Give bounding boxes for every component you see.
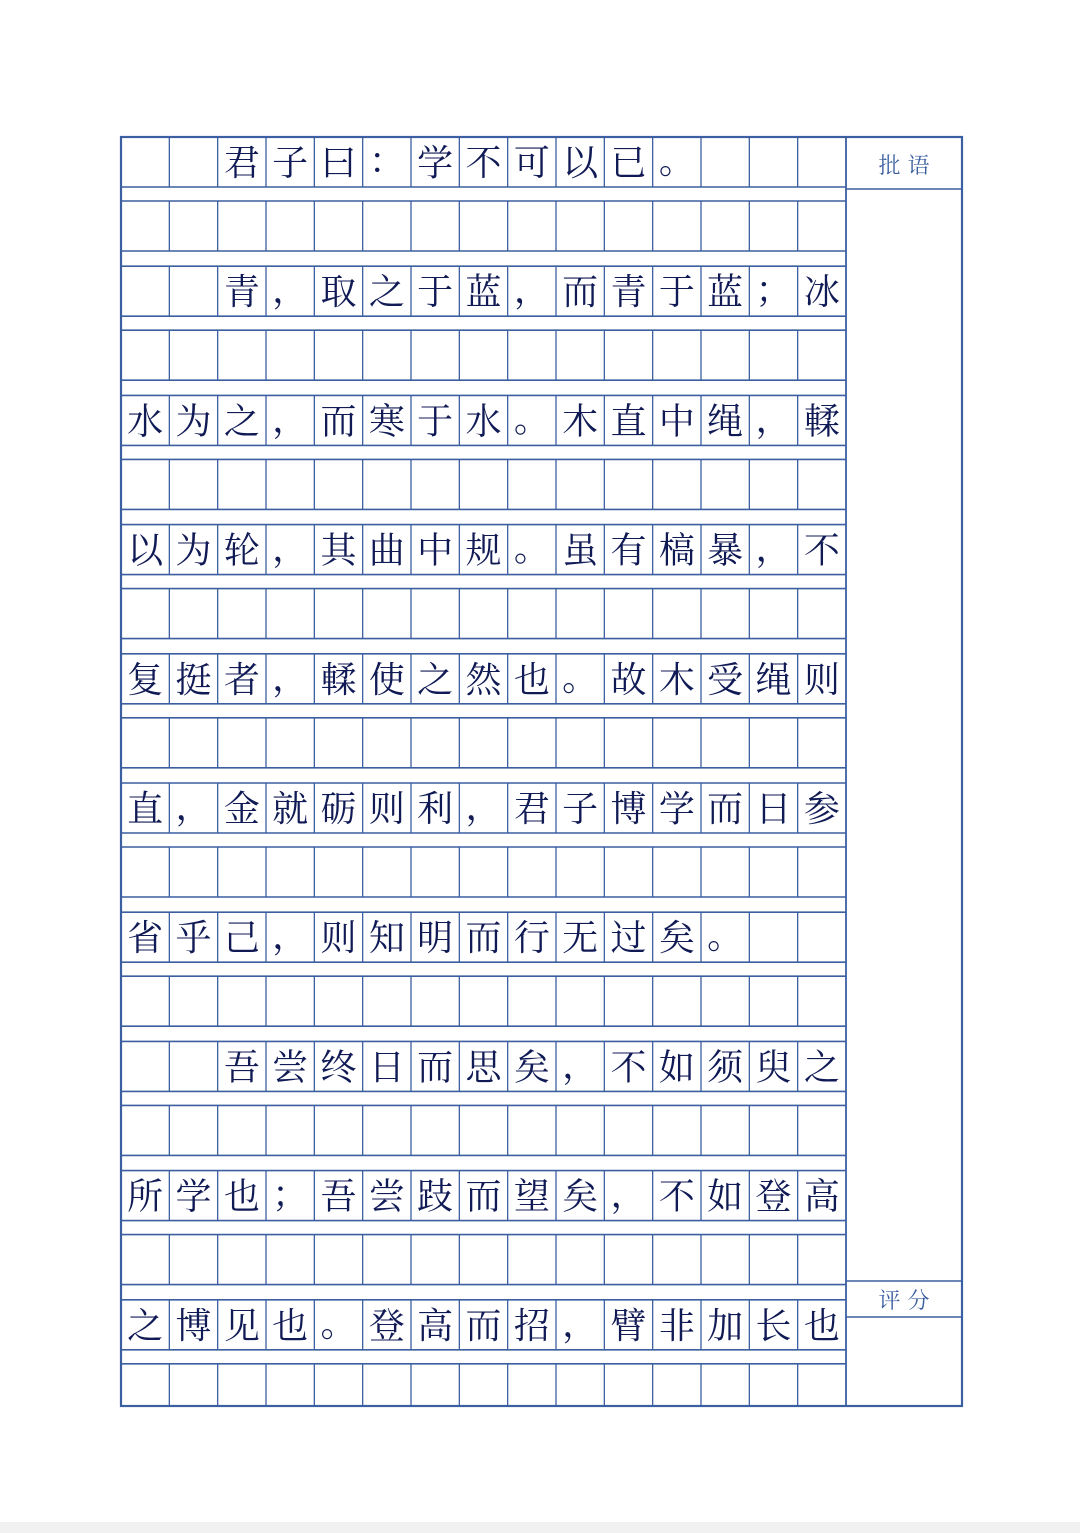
grid-character: 望 xyxy=(513,1176,550,1218)
grid-character: 者 xyxy=(223,659,260,701)
grid-character: 受 xyxy=(707,659,744,701)
grid-character: ， xyxy=(272,916,309,958)
grid-character: 复 xyxy=(127,659,164,701)
grid-character: 轮 xyxy=(223,530,260,572)
grid-character: 直 xyxy=(127,789,164,830)
panel-comments-label: 批 语 xyxy=(878,154,930,179)
grid-character: 矣 xyxy=(513,1047,550,1089)
grid-character: 见 xyxy=(223,1305,260,1347)
grid-character: 吾 xyxy=(223,1047,260,1089)
grid-character: 而 xyxy=(465,918,502,960)
grid-character: 知 xyxy=(368,918,405,960)
grid-character: 之 xyxy=(803,1047,840,1089)
grid-character: 已 xyxy=(610,143,647,184)
grid-character: 之 xyxy=(223,401,260,443)
grid-character: 而 xyxy=(465,1176,502,1218)
grid-character: 于 xyxy=(417,401,454,443)
grid-character: ， xyxy=(755,399,792,441)
grid-character: 非 xyxy=(658,1305,695,1347)
grid-character: 加 xyxy=(707,1305,744,1347)
grid-character: 不 xyxy=(465,143,502,184)
grid-character: 君 xyxy=(223,143,260,184)
grid-character: 高 xyxy=(417,1305,454,1347)
grid-character: ， xyxy=(465,787,502,828)
grid-character: 终 xyxy=(320,1047,357,1089)
grid-character: ： xyxy=(368,141,405,182)
grid-character: ， xyxy=(272,657,309,699)
grid-character: 尝 xyxy=(368,1176,405,1218)
grid-character: 博 xyxy=(610,789,647,830)
grid-character: 曲 xyxy=(368,530,405,572)
grid-character: 。 xyxy=(658,141,695,182)
grid-character: 子 xyxy=(272,143,309,184)
grid-character: 木 xyxy=(562,401,599,443)
grid-character: 日 xyxy=(755,789,792,830)
grid-character: 而 xyxy=(707,789,744,830)
grid-character: 尝 xyxy=(272,1047,309,1089)
grid-character: ， xyxy=(272,528,309,570)
grid-character: 而 xyxy=(465,1305,502,1347)
grid-character: 登 xyxy=(755,1176,792,1218)
grid-character: 水 xyxy=(127,401,164,443)
grid-character: 跂 xyxy=(417,1176,454,1218)
grid-character: 使 xyxy=(368,659,405,701)
grid-character: ， xyxy=(610,1174,647,1216)
grid-character: 。 xyxy=(562,657,599,699)
grid-character: 以 xyxy=(127,530,164,572)
grid-character: 如 xyxy=(707,1176,744,1218)
grid-character: 不 xyxy=(803,530,840,572)
grid-character: 己 xyxy=(223,918,260,960)
grid-character: 曰 xyxy=(320,143,357,184)
grid-character: 省 xyxy=(127,918,164,960)
grid-character: 。 xyxy=(320,1303,357,1345)
grid-character: 不 xyxy=(658,1176,695,1218)
grid-character: 所 xyxy=(127,1176,164,1218)
grid-character: 绳 xyxy=(755,659,792,701)
grid-character: 可 xyxy=(513,143,550,184)
grid-character: 学 xyxy=(417,143,454,184)
grid-character: 寒 xyxy=(368,401,405,443)
grid-character: 直 xyxy=(610,401,647,443)
grid-character: ， xyxy=(175,787,212,828)
grid-character: 而 xyxy=(320,401,357,443)
grid-character: 绳 xyxy=(707,401,744,443)
grid-character: 之 xyxy=(368,272,405,314)
grid-character: ， xyxy=(272,270,309,312)
grid-character: 须 xyxy=(707,1047,744,1089)
grid-character: ， xyxy=(513,270,550,312)
grid-character: 招 xyxy=(513,1305,550,1347)
grid-character: 有 xyxy=(610,530,647,572)
grid-character: 。 xyxy=(513,399,550,441)
grid-character: 就 xyxy=(272,789,309,830)
grid-character: 乎 xyxy=(175,918,212,960)
grid-character: 臂 xyxy=(610,1305,647,1347)
grid-character: 取 xyxy=(320,272,357,314)
grid-character: 。 xyxy=(707,916,744,958)
grid-character: 参 xyxy=(803,789,840,830)
grid-character: 臾 xyxy=(755,1047,792,1089)
grid-character: 君 xyxy=(513,789,550,830)
grid-character: 思 xyxy=(465,1047,502,1089)
grid-character: ， xyxy=(755,528,792,570)
grid-character: 登 xyxy=(368,1305,405,1347)
grid-character: 利 xyxy=(417,789,454,830)
grid-character: ， xyxy=(562,1303,599,1345)
grid-character: 水 xyxy=(465,401,502,443)
grid-character: 木 xyxy=(658,659,695,701)
grid-character: 暴 xyxy=(707,530,744,572)
grid-character: 之 xyxy=(417,659,454,701)
grid-character: 为 xyxy=(175,401,212,443)
grid-character: 砺 xyxy=(320,789,357,830)
grid-character: 规 xyxy=(465,530,502,572)
grid-character: 之 xyxy=(127,1305,164,1347)
grid-character: ； xyxy=(272,1174,309,1216)
grid-character: 矣 xyxy=(562,1176,599,1218)
grid-character: ； xyxy=(755,270,792,312)
grid-character: 也 xyxy=(223,1176,260,1218)
grid-character: 为 xyxy=(175,530,212,572)
grid-character: 虽 xyxy=(562,530,599,572)
grid-character: 高 xyxy=(803,1176,840,1218)
grid-character: 不 xyxy=(610,1047,647,1089)
grid-character: 而 xyxy=(562,272,599,314)
grid-character: 也 xyxy=(272,1305,309,1347)
grid-character: 明 xyxy=(417,918,454,960)
grid-character: 过 xyxy=(610,918,647,960)
grid-character: 中 xyxy=(417,530,454,572)
grid-character: 矣 xyxy=(658,918,695,960)
grid-character: 博 xyxy=(175,1305,212,1347)
grid-character: 以 xyxy=(562,143,599,184)
grid-character: 于 xyxy=(658,272,695,314)
grid-character: ， xyxy=(562,1045,599,1087)
grid-character: 子 xyxy=(562,789,599,830)
grid-character: 而 xyxy=(417,1047,454,1089)
grid-character: 槁 xyxy=(658,530,695,572)
grid-character: 则 xyxy=(803,659,840,701)
grid-character: 如 xyxy=(658,1047,695,1089)
grid-character: 也 xyxy=(513,659,550,701)
grid-character: 蓝 xyxy=(707,272,744,314)
grid-character: 。 xyxy=(513,528,550,570)
grid-character: 青 xyxy=(610,272,647,314)
grid-character: 学 xyxy=(658,789,695,830)
grid-character: 然 xyxy=(465,659,502,701)
grid-character: 故 xyxy=(610,659,647,701)
grid-character: 中 xyxy=(658,401,695,443)
grid-character: 也 xyxy=(803,1305,840,1347)
grid-character: 学 xyxy=(175,1176,212,1218)
grid-character: 挺 xyxy=(175,659,212,701)
panel-score-label: 评 分 xyxy=(878,1289,930,1314)
grid-character: 吾 xyxy=(320,1176,357,1218)
grid-character: 日 xyxy=(368,1047,405,1089)
grid-character: 则 xyxy=(368,789,405,830)
grid-character: 金 xyxy=(223,789,260,830)
grid-character: 行 xyxy=(513,918,550,960)
grid-character: 輮 xyxy=(803,401,840,443)
grid-character: 其 xyxy=(320,530,357,572)
grid-character: 蓝 xyxy=(465,272,502,314)
grid-character: 青 xyxy=(223,272,260,314)
grid-character: 于 xyxy=(417,272,454,314)
grid-character: 无 xyxy=(562,918,599,960)
grid-character: ， xyxy=(272,399,309,441)
grid-character: 冰 xyxy=(803,272,840,314)
grid-character: 则 xyxy=(320,918,357,960)
grid-character: 輮 xyxy=(320,659,357,701)
grid-character: 长 xyxy=(755,1305,792,1347)
